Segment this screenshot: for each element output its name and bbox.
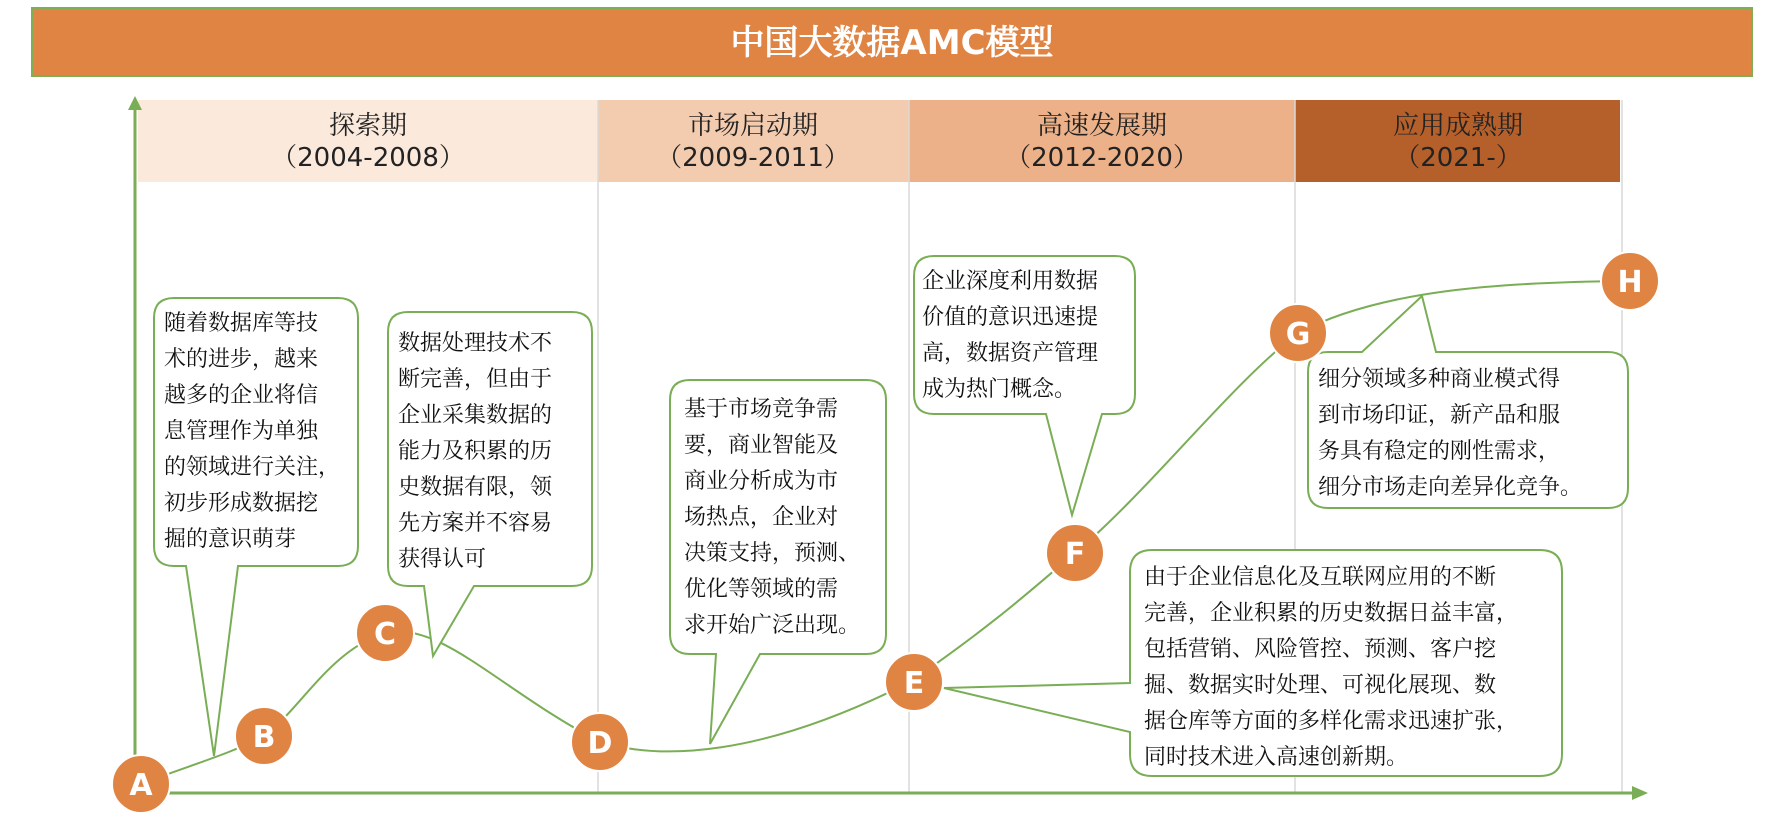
node-label: C: [373, 617, 397, 652]
phase-name: 探索期: [328, 111, 408, 141]
node-label: H: [1617, 265, 1643, 300]
phase-years: （2021-）: [1394, 143, 1522, 173]
bubble-line: 同时技术进入高速创新期。: [1144, 745, 1409, 770]
bubble-line: 包括营销、风险管控、预测、客户挖: [1144, 637, 1497, 662]
bubble-line: 随着数据库等技: [164, 311, 319, 336]
phase-name: 高速发展期: [1036, 111, 1168, 141]
node-label: A: [129, 768, 153, 803]
bubble-line: 断完善，但由于: [398, 367, 553, 392]
bubble-line: 价值的意识迅速提: [922, 305, 1099, 330]
phase-name: 应用成熟期: [1392, 111, 1524, 141]
bubble-line: 先方案并不容易: [398, 511, 553, 536]
bubble-line: 获得认可: [398, 547, 487, 572]
bubble-line: 务具有稳定的刚性需求，: [1318, 439, 1561, 464]
bubble-line: 要，商业智能及: [684, 433, 839, 458]
node-c: [356, 604, 414, 662]
bubble-text: [684, 397, 867, 638]
phase-years: （2004-2008）: [271, 143, 465, 173]
bubble-line: 据仓库等方面的多样化需求迅速扩张，: [1144, 709, 1519, 734]
bubble-line: 由于企业信息化及互联网应用的不断: [1144, 565, 1497, 590]
bubble-line: 高，数据资产管理: [922, 341, 1099, 366]
bubble-line: 细分市场走向差异化竞争。: [1318, 475, 1583, 500]
node-b: [235, 707, 293, 765]
phase-years: （2012-2020）: [1005, 143, 1199, 173]
bubble-line: 数据处理技术不: [398, 331, 553, 356]
bubble-line: 越多的企业将信: [164, 383, 319, 408]
bubble-line: 决策支持，预测、: [684, 541, 861, 566]
node-e: [885, 653, 943, 711]
bubble-text: [164, 311, 347, 552]
bubble-line: 优化等领域的需: [684, 577, 839, 602]
bubble-line: 企业采集数据的: [398, 403, 553, 428]
bubble-line: 细分领域多种商业模式得: [1318, 367, 1561, 392]
x-axis-arrow: [1632, 786, 1648, 800]
node-d: [571, 713, 629, 771]
bubble-line: 掘的意识萌芽: [164, 527, 297, 552]
bubble-line: 完善，企业积累的历史数据日益丰富，: [1144, 601, 1519, 626]
bubble-line: 术的进步，越来: [164, 347, 319, 372]
bubble-line: 场热点，企业对: [684, 505, 839, 530]
node-g: [1269, 304, 1327, 362]
bubble-line: 商业分析成为市: [684, 469, 839, 494]
bubble-line: 求开始广泛出现。: [684, 613, 861, 638]
node-f: [1046, 524, 1104, 582]
bubble-line: 到市场印证，新产品和服: [1318, 403, 1561, 428]
bubble-line: 息管理作为单独: [164, 419, 319, 444]
diagram-title: 中国大数据AMC模型: [730, 23, 1054, 63]
bubble-line: 成为热门概念。: [922, 377, 1077, 402]
node-label: F: [1064, 537, 1086, 572]
node-a: [112, 755, 170, 813]
bubble-line: 掘、数据实时处理、可视化展现、数: [1144, 673, 1497, 698]
bubble-line: 企业深度利用数据: [922, 269, 1099, 294]
phase-years: （2009-2011）: [656, 143, 850, 173]
node-label: G: [1285, 317, 1311, 352]
bubble-line: 初步形成数据挖: [164, 491, 319, 516]
phase-name: 市场启动期: [687, 111, 819, 141]
node-label: D: [587, 726, 613, 761]
node-label: E: [903, 666, 925, 701]
bubble-line: 能力及积累的历: [398, 439, 553, 464]
bubble-text: [398, 331, 559, 572]
bubble-line: 史数据有限，领: [398, 475, 553, 500]
bubble-line: 基于市场竞争需: [684, 397, 839, 422]
node-h: [1601, 252, 1659, 310]
node-label: B: [252, 720, 276, 755]
bubble-line: 的领域进行关注，: [164, 455, 341, 480]
